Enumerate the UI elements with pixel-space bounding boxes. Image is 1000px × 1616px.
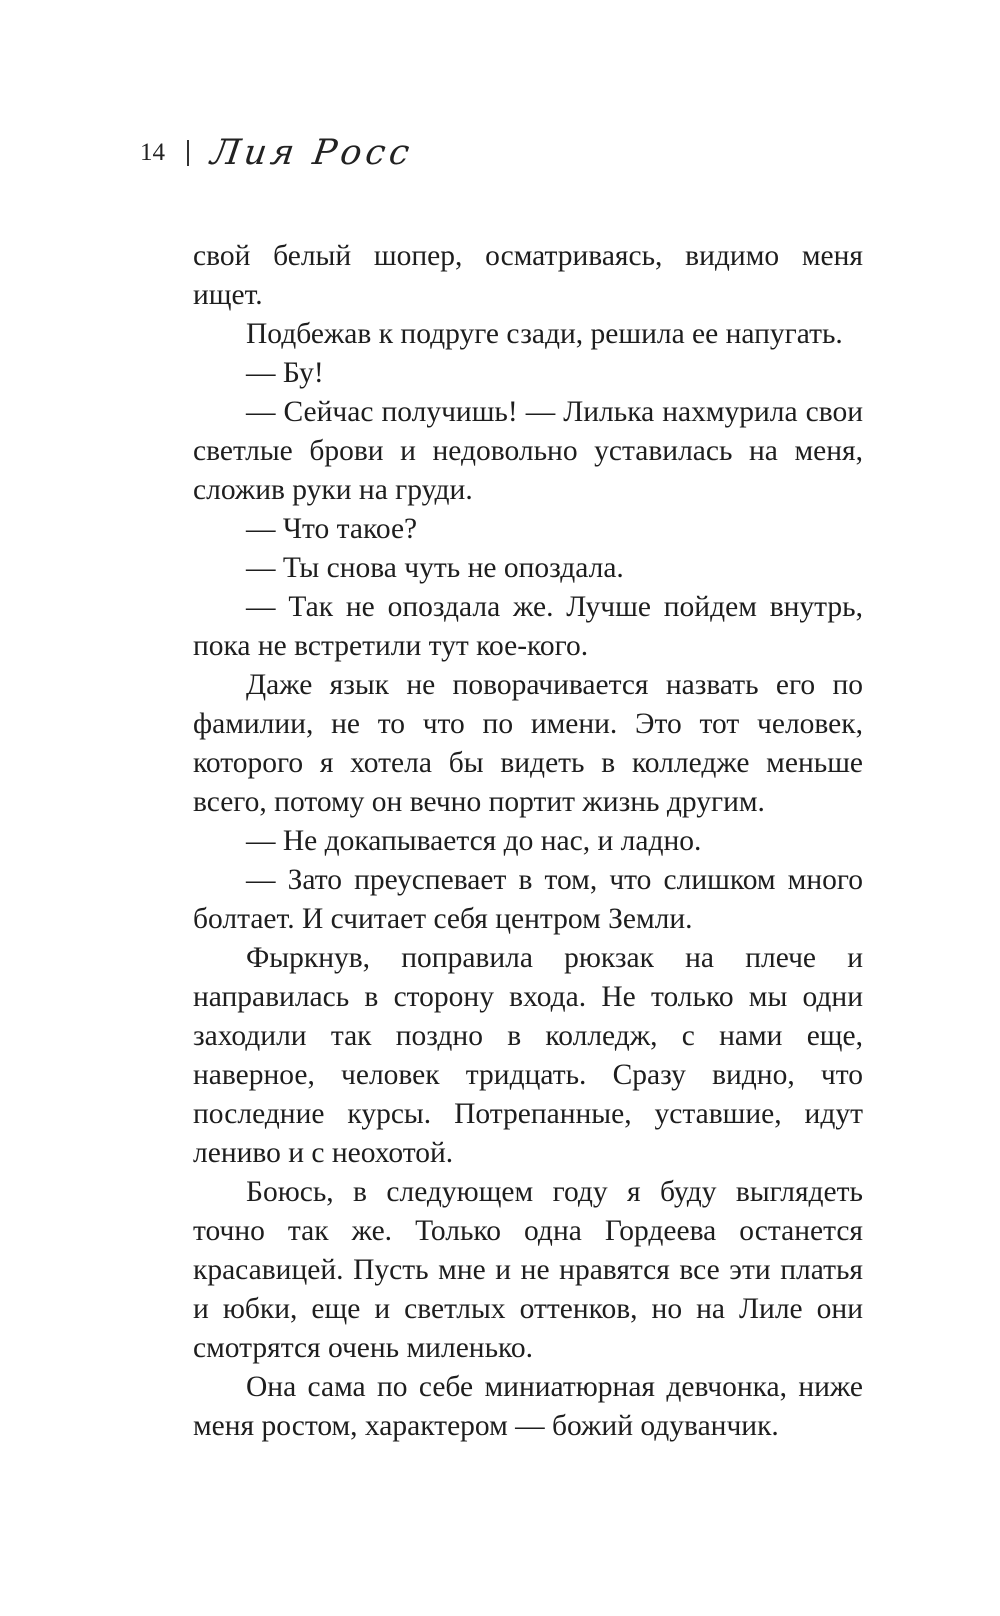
author-name: Лия Росс <box>208 133 416 173</box>
dialogue-line: — Ты снова чуть не опоздала. <box>246 552 624 584</box>
header-divider <box>187 140 189 166</box>
dialogue-line: — Сейчас получишь! — Лилька нахмурила свои светлые брови и недовольно уставилась на меня, сложив руки на груди. <box>193 396 863 506</box>
dialogue-line: — Что такое? <box>246 513 418 545</box>
running-header <box>140 128 416 178</box>
paragraph: Боюсь, в следующем году я буду выглядеть точно так же. Только одна Гордеева останется красавицей. Пусть мне и не нравятся все эти платья и юбки, еще и светлых оттенков, но на Лиле они смотрятся очень миленько. <box>193 1176 863 1364</box>
paragraph: Подбежав к подруге сзади, решила ее напугать. <box>246 318 843 350</box>
dialogue-line: — Не докапывается до нас, и ладно. <box>246 825 702 857</box>
paragraph: Даже язык не поворачивается назвать его по фамилии, не то что по имени. Это тот человек, которого я хотела бы видеть в колледже меньше всего, потому он вечно портит жизнь другим. <box>193 669 863 818</box>
paragraph: Фыркнув, поправила рюкзак на плече и направилась в сторону входа. Не только мы одни заходили так поздно в колледж, с нами еще, наверное, человек тридцать. Сразу видно, что последние курсы. Потрепанные, уставшие, идут лениво и с неохотой. <box>193 942 863 1169</box>
dialogue-line: — Так не опоздала же. Лучше пойдем внутрь, пока не встретили тут кое-кого. <box>193 591 863 662</box>
book-text <box>193 237 863 1446</box>
dialogue-line: — Зато преуспевает в том, что слишком много болтает. И считает себя центром Земли. <box>193 864 863 935</box>
paragraph: свой белый шопер, осматриваясь, видимо меня ищет. <box>193 240 863 311</box>
page-number: 14 <box>140 139 165 166</box>
dialogue-line: — Бу! <box>246 357 324 389</box>
paragraph: Она сама по себе миниатюрная девчонка, ниже меня ростом, характером — божий одуванчик. <box>193 1371 863 1442</box>
